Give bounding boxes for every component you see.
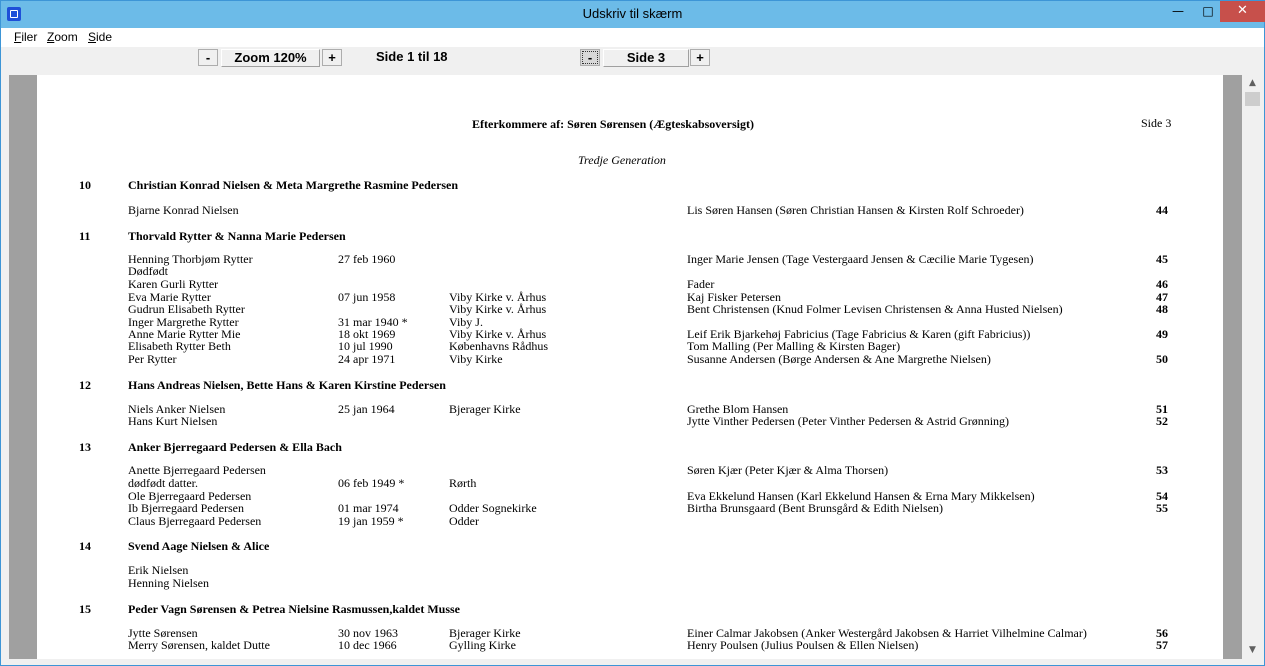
child-date: 18 okt 1969	[338, 327, 396, 341]
child-spouse: Tom Malling (Per Malling & Kirsten Bager)	[687, 339, 901, 353]
menu-bar	[1, 28, 1264, 48]
child-ref: 57	[1156, 638, 1168, 652]
zoom-level-display: Zoom 120%	[221, 49, 320, 67]
child-name: Claus Bjerregaard Pedersen	[128, 514, 262, 528]
child-place: Viby Kirke v. Århus	[449, 302, 547, 316]
child-spouse: Søren Kjær (Peter Kjær & Alma Thorsen)	[687, 463, 889, 477]
window-title: Udskriv til skærm	[582, 6, 683, 21]
child-place: Odder Sognekirke	[449, 501, 537, 515]
child-name: Karen Gurli Rytter	[128, 277, 219, 291]
child-date: 10 dec 1966	[338, 638, 397, 652]
child-ref: 46	[1156, 277, 1168, 291]
family-number: 10	[79, 178, 91, 192]
child-spouse: Eva Ekkelund Hansen (Karl Ekkelund Hansen & Erna Mary Mikkelsen)	[687, 489, 1035, 503]
child-date: 19 jan 1959 *	[338, 514, 404, 528]
zoom-in-button[interactable]: +	[322, 49, 342, 66]
family-number: 14	[79, 539, 91, 553]
scroll-up-icon[interactable]: ▲	[1249, 78, 1256, 88]
family-title: Christian Konrad Nielsen & Meta Margrethe Rasmine Pedersen	[128, 178, 459, 192]
child-name: Jytte Sørensen	[128, 626, 198, 640]
child-place: Københavns Rådhus	[449, 339, 548, 353]
child-ref: 54	[1156, 489, 1168, 503]
child-place: Viby J.	[449, 315, 483, 329]
child-place: Viby Kirke v. Århus	[449, 290, 547, 304]
document-page	[37, 75, 1223, 659]
child-date: 25 jan 1964	[338, 402, 395, 416]
child-name: Anette Bjerregaard Pedersen	[128, 463, 266, 477]
child-name: Bjarne Konrad Nielsen	[128, 203, 239, 217]
child-spouse: Susanne Andersen (Børge Andersen & Ane Margrethe Nielsen)	[687, 352, 991, 366]
family-title: Anker Bjerregaard Pedersen & Ella Bach	[128, 440, 342, 454]
child-place: Gylling Kirke	[449, 638, 516, 652]
family-title: Peder Vagn Sørensen & Petrea Nielsine Rasmussen,kaldet Musse	[128, 602, 461, 616]
child-spouse: Leif Erik Bjarkehøj Fabricius (Tage Fabricius & Karen (gift Fabricius))	[687, 327, 1031, 341]
child-date: 07 jun 1958	[338, 290, 396, 304]
child-name: Hans Kurt Nielsen	[128, 414, 218, 428]
zoom-out-button[interactable]: -	[198, 49, 218, 66]
menu-side-mnemonic: S	[88, 30, 97, 44]
family-title: Thorvald Rytter & Nanna Marie Pedersen	[128, 229, 346, 243]
family-title: Svend Aage Nielsen & Alice	[128, 539, 270, 553]
child-name: Ib Bjerregaard Pedersen	[128, 501, 244, 515]
menu-side[interactable]	[88, 30, 112, 44]
child-spouse: Lis Søren Hansen (Søren Christian Hansen & Kirsten Rolf Schroeder)	[687, 203, 1024, 217]
child-name: Gudrun Elisabeth Rytter	[128, 302, 245, 316]
child-date: 24 apr 1971	[338, 352, 396, 366]
family-number: 12	[79, 378, 91, 392]
minimize-icon[interactable]: —	[1172, 4, 1184, 18]
child-ref: 52	[1156, 414, 1168, 428]
child-spouse: Jytte Vinther Pedersen (Peter Vinther Pedersen & Astrid Grønning)	[687, 414, 1010, 428]
menu-side-label: ide	[96, 30, 113, 44]
child-spouse: Grethe Blom Hansen	[687, 402, 789, 416]
family-title: Hans Andreas Nielsen, Bette Hans & Karen Kirstine Pedersen	[128, 378, 446, 392]
child-spouse: Bent Christensen (Knud Folmer Levisen Christensen & Anna Husted Nielsen)	[687, 302, 1063, 316]
family-number: 15	[79, 602, 91, 616]
child-ref: 49	[1156, 327, 1168, 341]
child-name: Erik Nielsen	[128, 563, 189, 577]
child-date: 31 mar 1940 *	[338, 315, 408, 329]
child-ref: 48	[1156, 302, 1168, 316]
child-place: Bjerager Kirke	[449, 402, 521, 416]
scroll-thumb[interactable]	[1245, 92, 1260, 106]
child-place: Rørth	[449, 476, 477, 490]
child-name: Henning Thorbjøm Rytter	[128, 252, 253, 266]
preview-viewport[interactable]	[9, 75, 1242, 659]
child-ref: 47	[1156, 290, 1168, 304]
next-page-button[interactable]: +	[690, 49, 710, 66]
menu-filer-mnemonic: F	[14, 30, 22, 44]
vertical-scrollbar[interactable]	[1244, 75, 1261, 659]
child-name: Dødfødt	[128, 264, 168, 278]
child-ref: 51	[1156, 402, 1168, 416]
child-ref: 50	[1156, 352, 1168, 366]
family-number: 11	[79, 229, 91, 243]
menu-zoom-mnemonic: Z	[47, 30, 55, 44]
child-ref: 56	[1156, 626, 1168, 640]
child-ref: 44	[1156, 203, 1168, 217]
child-spouse: Inger Marie Jensen (Tage Vestergaard Jensen & Cæcilie Marie Tygesen)	[687, 252, 1034, 266]
child-date: 10 jul 1990	[338, 339, 393, 353]
child-spouse: Henry Poulsen (Julius Poulsen & Ellen Nielsen)	[687, 638, 919, 652]
family-number: 13	[79, 440, 91, 454]
child-name: dødfødt datter.	[128, 476, 198, 490]
child-place: Bjerager Kirke	[449, 626, 521, 640]
child-name: Anne Marie Rytter Mie	[128, 327, 241, 341]
scroll-down-icon[interactable]: ▼	[1249, 645, 1256, 655]
title-bar[interactable]	[1, 1, 1264, 28]
previous-page-button[interactable]: -	[580, 49, 600, 66]
child-place: Viby Kirke v. Århus	[449, 327, 547, 341]
child-date: 30 nov 1963	[338, 626, 398, 640]
page-count-label: Side 1 til 18	[376, 49, 448, 64]
menu-zoom[interactable]	[47, 30, 78, 44]
child-name: Per Rytter	[128, 352, 177, 366]
child-name: Henning Nielsen	[128, 576, 209, 590]
child-spouse: Birtha Brunsgaard (Bent Brunsgård & Edith Nielsen)	[687, 501, 943, 515]
child-name: Merry Sørensen, kaldet Dutte	[128, 638, 270, 652]
document-heading: Efterkommere af: Søren Sørensen (Ægteskabsoversigt)	[472, 117, 754, 131]
menu-filer[interactable]	[14, 30, 37, 44]
child-date: 01 mar 1974	[338, 501, 399, 515]
child-spouse: Einer Calmar Jakobsen (Anker Westergård Jakobsen & Harriet Vilhelmine Calmar)	[687, 626, 1087, 640]
child-date: 06 feb 1949 *	[338, 476, 405, 490]
child-spouse: Kaj Fisker Petersen	[687, 290, 781, 304]
close-icon[interactable]: ✕	[1220, 1, 1265, 22]
generation-heading: Tredje Generation	[578, 153, 666, 167]
page-number: Side 3	[1141, 116, 1172, 130]
child-name: Niels Anker Nielsen	[128, 402, 226, 416]
menu-zoom-label: oom	[54, 30, 78, 44]
child-spouse: Fader	[687, 277, 715, 291]
current-page-display: Side 3	[603, 49, 689, 67]
child-ref: 55	[1156, 501, 1168, 515]
child-ref: 45	[1156, 252, 1168, 266]
menu-filer-label: iler	[21, 30, 38, 44]
toolbar	[1, 47, 1264, 69]
child-place: Odder	[449, 514, 479, 528]
child-ref: 53	[1156, 463, 1168, 477]
child-place: Viby Kirke	[449, 352, 503, 366]
child-name: Elisabeth Rytter Beth	[128, 339, 231, 353]
child-name: Inger Margrethe Rytter	[128, 315, 239, 329]
maximize-icon[interactable]: □	[1202, 4, 1214, 18]
child-date: 27 feb 1960	[338, 252, 396, 266]
child-name: Ole Bjerregaard Pedersen	[128, 489, 252, 503]
child-name: Eva Marie Rytter	[128, 290, 211, 304]
